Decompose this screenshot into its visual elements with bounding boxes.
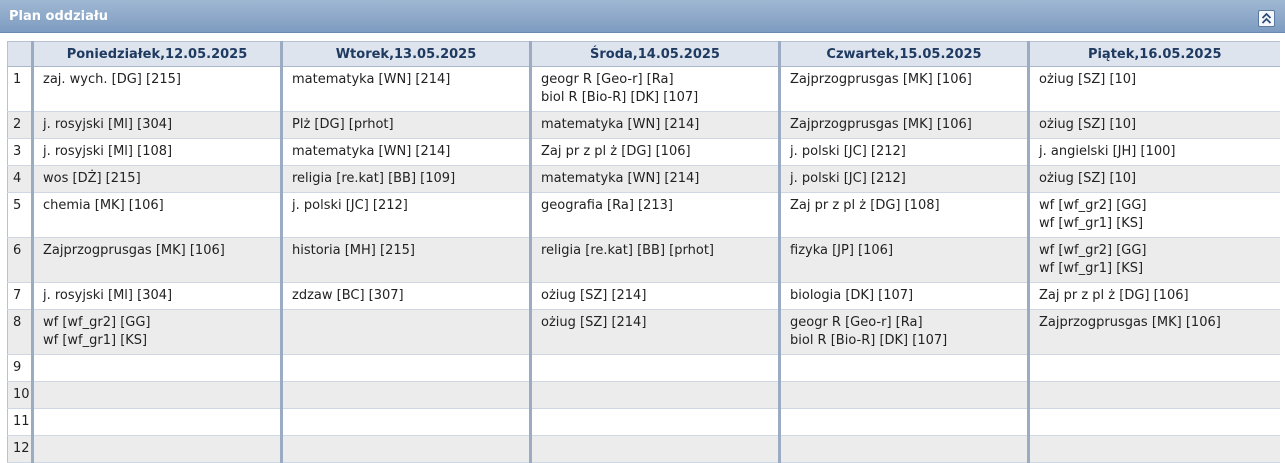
collapse-button[interactable] [1258, 10, 1275, 27]
lesson-entry: religia [re.kat] [BB] [prhot] [541, 243, 714, 258]
lesson-cell [282, 193, 531, 238]
lesson-entry: wf [wf_gr1] [KS] [43, 333, 148, 348]
lesson-number: 10 [8, 382, 33, 409]
lesson-number: 7 [8, 283, 33, 310]
lesson-cell [33, 112, 282, 139]
lesson-cell [282, 166, 531, 193]
lesson-cell [780, 436, 1029, 463]
lesson-number: 2 [8, 112, 33, 139]
lesson-cell [531, 310, 780, 355]
lesson-cell [1029, 355, 1280, 382]
panel-title: Plan oddziału [9, 9, 108, 24]
lesson-cell [531, 166, 780, 193]
day-header-friday: Piątek,16.05.2025 [1029, 42, 1280, 67]
lesson-cell [780, 409, 1029, 436]
lesson-entry: Zajprzogprusgas [MK] [106] [1039, 315, 1221, 330]
lesson-cell [282, 112, 531, 139]
lesson-entry: geogr R [Geo-r] [Ra] [790, 315, 923, 330]
day-header-tuesday: Wtorek,13.05.2025 [282, 42, 531, 67]
lesson-number: 3 [8, 139, 33, 166]
lesson-cell [33, 193, 282, 238]
lesson-entry: matematyka [WN] [214] [541, 171, 700, 186]
lesson-number-header [8, 42, 33, 67]
lesson-cell [531, 238, 780, 283]
lesson-entry: j. angielski [JH] [100] [1039, 144, 1176, 159]
lesson-entry: Zajprzogprusgas [MK] [106] [790, 72, 972, 87]
lesson-cell [780, 355, 1029, 382]
lesson-entry: biologia [DK] [107] [790, 288, 914, 303]
timetable-row [8, 193, 1280, 238]
lesson-cell [780, 193, 1029, 238]
lesson-entry: wf [wf_gr2] [GG] [43, 315, 151, 330]
lesson-entry: zaj. wych. [DG] [215] [43, 72, 181, 87]
lesson-cell [282, 355, 531, 382]
lesson-entry: j. polski [JC] [212] [790, 171, 906, 186]
lesson-cell [1029, 67, 1280, 112]
lesson-cell [33, 166, 282, 193]
timetable-row [8, 382, 1280, 409]
lesson-cell [531, 382, 780, 409]
timetable-row [8, 355, 1280, 382]
lesson-entry: Zaj pr z pl ż [DG] [108] [790, 198, 940, 213]
lesson-cell [33, 67, 282, 112]
chevron-double-up-icon [1261, 12, 1272, 25]
lesson-cell [780, 283, 1029, 310]
lesson-entry: wf [wf_gr2] [GG] [1039, 198, 1147, 213]
timetable [7, 41, 1279, 456]
timetable-row [8, 409, 1280, 436]
lesson-cell [282, 283, 531, 310]
lesson-cell [780, 238, 1029, 283]
panel-header [0, 0, 1285, 33]
lesson-cell [780, 310, 1029, 355]
timetable-row [8, 166, 1280, 193]
day-header-monday: Poniedziałek,12.05.2025 [33, 42, 282, 67]
lesson-number: 6 [8, 238, 33, 283]
lesson-entry: j. polski [JC] [212] [292, 198, 408, 213]
lesson-entry: chemia [MK] [106] [43, 198, 164, 213]
lesson-number: 11 [8, 409, 33, 436]
lesson-entry: biol R [Bio-R] [DK] [107] [790, 333, 948, 348]
lesson-entry: wos [DŻ] [215] [43, 171, 141, 186]
lesson-entry: zdzaw [BC] [307] [292, 288, 404, 303]
lesson-cell [531, 112, 780, 139]
lesson-cell [33, 382, 282, 409]
lesson-entry: j. rosyjski [Ml] [304] [43, 288, 173, 303]
lesson-entry: matematyka [WN] [214] [292, 144, 451, 159]
lesson-cell [33, 310, 282, 355]
lesson-entry: religia [re.kat] [BB] [109] [292, 171, 456, 186]
lesson-entry: wf [wf_gr2] [GG] [1039, 243, 1147, 258]
lesson-entry: j. polski [JC] [212] [790, 144, 906, 159]
timetable-row [8, 310, 1280, 355]
lesson-number: 9 [8, 355, 33, 382]
lesson-cell [531, 283, 780, 310]
lesson-entry: fizyka [JP] [106] [790, 243, 894, 258]
lesson-cell [1029, 238, 1280, 283]
lesson-number: 1 [8, 67, 33, 112]
lesson-cell [531, 139, 780, 166]
lesson-cell [1029, 283, 1280, 310]
lesson-entry: wf [wf_gr1] [KS] [1039, 216, 1144, 231]
lesson-cell [33, 238, 282, 283]
timetable-header-row [8, 42, 1280, 67]
lesson-number: 5 [8, 193, 33, 238]
lesson-entry: Zajprzogprusgas [MK] [106] [790, 117, 972, 132]
lesson-cell [1029, 382, 1280, 409]
lesson-entry: ożiug [SZ] [10] [1039, 72, 1137, 87]
lesson-entry: j. rosyjski [Ml] [304] [43, 117, 173, 132]
lesson-cell [282, 409, 531, 436]
day-header-wednesday: Środa,14.05.2025 [531, 42, 780, 67]
lesson-entry: Zajprzogprusgas [MK] [106] [43, 243, 225, 258]
lesson-cell [1029, 166, 1280, 193]
lesson-cell [531, 409, 780, 436]
lesson-cell [33, 355, 282, 382]
lesson-cell [1029, 112, 1280, 139]
lesson-cell [282, 238, 531, 283]
timetable-row [8, 67, 1280, 112]
lesson-cell [1029, 193, 1280, 238]
lesson-entry: j. rosyjski [Ml] [108] [43, 144, 173, 159]
lesson-number: 8 [8, 310, 33, 355]
lesson-cell [780, 139, 1029, 166]
lesson-entry: ożiug [SZ] [214] [541, 288, 647, 303]
lesson-cell [33, 283, 282, 310]
timetable-row [8, 139, 1280, 166]
lesson-entry: matematyka [WN] [214] [541, 117, 700, 132]
lesson-cell [282, 139, 531, 166]
lesson-cell [780, 382, 1029, 409]
lesson-number: 12 [8, 436, 33, 463]
lesson-entry: wf [wf_gr1] [KS] [1039, 261, 1144, 276]
lesson-cell [780, 166, 1029, 193]
lesson-entry: ożiug [SZ] [10] [1039, 171, 1137, 186]
timetable-row [8, 436, 1280, 463]
lesson-cell [1029, 409, 1280, 436]
day-header-thursday: Czwartek,15.05.2025 [780, 42, 1029, 67]
lesson-cell [1029, 436, 1280, 463]
lesson-cell [531, 67, 780, 112]
lesson-entry: historia [MH] [215] [292, 243, 415, 258]
lesson-cell [531, 436, 780, 463]
lesson-entry: matematyka [WN] [214] [292, 72, 451, 87]
lesson-entry: geogr R [Geo-r] [Ra] [541, 72, 674, 87]
lesson-cell [531, 355, 780, 382]
lesson-cell [33, 436, 282, 463]
lesson-entry: Zaj pr z pl ż [DG] [106] [1039, 288, 1189, 303]
lesson-entry: ożiug [SZ] [10] [1039, 117, 1137, 132]
lesson-cell [282, 67, 531, 112]
lesson-cell [33, 139, 282, 166]
lesson-cell [282, 382, 531, 409]
lesson-number: 4 [8, 166, 33, 193]
lesson-cell [780, 67, 1029, 112]
lesson-cell [282, 310, 531, 355]
timetable-row [8, 112, 1280, 139]
lesson-cell [780, 112, 1029, 139]
lesson-entry: Plż [DG] [prhot] [292, 117, 394, 132]
lesson-cell [531, 193, 780, 238]
lesson-entry: Zaj pr z pl ż [DG] [106] [541, 144, 691, 159]
lesson-cell [1029, 139, 1280, 166]
timetable-row [8, 283, 1280, 310]
timetable-row [8, 238, 1280, 283]
lesson-cell [33, 409, 282, 436]
lesson-entry: geografia [Ra] [213] [541, 198, 673, 213]
lesson-cell [282, 436, 531, 463]
lesson-cell [1029, 310, 1280, 355]
lesson-entry: biol R [Bio-R] [DK] [107] [541, 90, 699, 105]
lesson-entry: ożiug [SZ] [214] [541, 315, 647, 330]
